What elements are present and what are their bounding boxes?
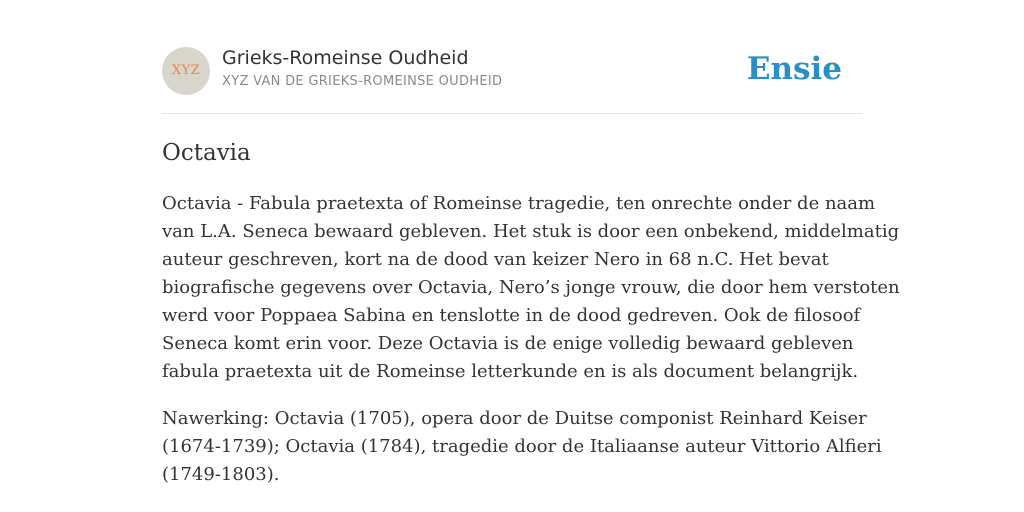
article-title: Octavia xyxy=(162,140,251,166)
paragraph-line: werd voor Poppaea Sabina en tenslotte in de dood gedreven. Ook de filosoof xyxy=(162,305,861,326)
header-divider xyxy=(162,113,862,114)
paragraph-line: biografische gegevens over Octavia, Nero’s jonge vrouw, die door hem verstoten xyxy=(162,277,900,298)
paragraph-line: Seneca komt erin voor. Deze Octavia is de enige volledig bewaard gebleven xyxy=(162,333,854,354)
paragraph-line: auteur geschreven, kort na de dood van keizer Nero in 68 n.C. Het bevat xyxy=(162,249,829,270)
paragraph-line: Nawerking: Octavia (1705), opera door de Duitse componist Reinhard Keiser xyxy=(162,408,867,429)
source-subtitle: XYZ VAN DE GRIEKS-ROMEINSE OUDHEID xyxy=(222,74,503,89)
source-avatar[interactable]: XYZ xyxy=(162,47,210,95)
source-title[interactable]: Grieks-Romeinse Oudheid xyxy=(222,47,469,69)
paragraph-line: (1674-1739); Octavia (1784), tragedie door de Italiaanse auteur Vittorio Alfieri xyxy=(162,436,882,457)
article-paragraph-1 xyxy=(162,190,900,386)
source-header xyxy=(162,45,862,95)
paragraph-line: (1749-1803). xyxy=(162,464,280,485)
ensie-logo[interactable]: Ensie xyxy=(746,51,842,87)
paragraph-line: Octavia - Fabula praetexta of Romeinse tragedie, ten onrechte onder de naam xyxy=(162,193,876,214)
article-paragraph-2 xyxy=(162,405,882,489)
paragraph-line: van L.A. Seneca bewaard gebleven. Het stuk is door een onbekend, middelmatig xyxy=(162,221,900,242)
paragraph-line: fabula praetexta uit de Romeinse letterkunde en is als document belangrijk. xyxy=(162,361,859,382)
